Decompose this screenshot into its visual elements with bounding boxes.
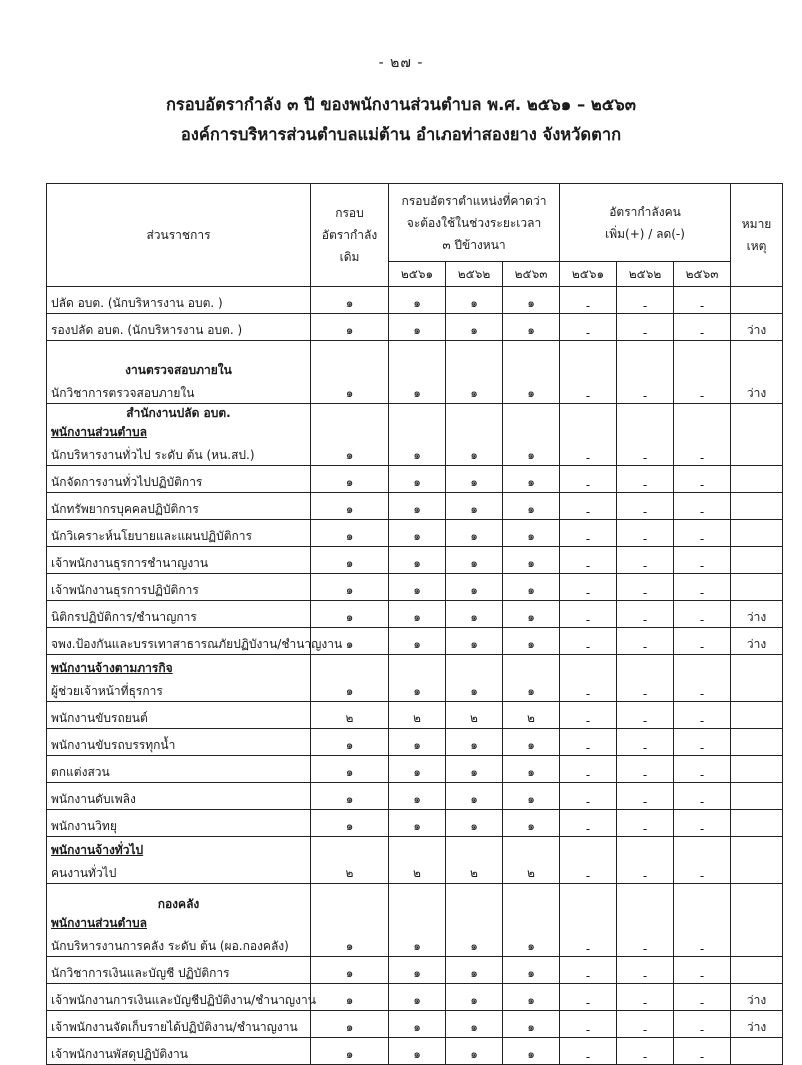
cell-original-rate: ๑	[311, 547, 389, 574]
position-name: ปลัด อบต. (นักบริหารงาน อบต. )	[51, 296, 223, 310]
position-name: พนักงานวิทยุ	[51, 819, 117, 833]
cell-note	[731, 884, 783, 957]
table-row	[47, 984, 783, 1011]
cell-unit	[47, 493, 311, 520]
cell-change-2561: -	[560, 466, 617, 493]
cell-year-2561: ๑	[389, 466, 446, 493]
cell-year-2563: ๑	[503, 314, 560, 341]
cell-year-2563: ๑	[503, 957, 560, 984]
position-name: พนักงานขับรถบรรทุกน้ำ	[51, 738, 176, 752]
cell-original-rate: ๑	[311, 493, 389, 520]
cell-year-2563: ๑	[503, 884, 560, 957]
cell-change-2562: -	[617, 466, 674, 493]
table-row	[47, 837, 783, 884]
cell-year-2561: ๑	[389, 810, 446, 837]
cell-original-rate: ๑	[311, 341, 389, 404]
group-heading: พนักงานส่วนตำบล	[51, 425, 147, 439]
position-name: นักวิชาการตรวจสอบภายใน	[51, 386, 195, 400]
table-row	[47, 314, 783, 341]
cell-year-2561: ๑	[389, 729, 446, 756]
cell-change-2563: -	[674, 1011, 731, 1038]
cell-original-rate: ๑	[311, 957, 389, 984]
position-name: นักบริหารงานการคลัง ระดับ ต้น (ผอ.กองคลัง)	[51, 939, 289, 953]
cell-change-2561: -	[560, 601, 617, 628]
cell-change-2561: -	[560, 1011, 617, 1038]
cell-original-rate: ๑	[311, 756, 389, 783]
cell-original-rate: ๑	[311, 884, 389, 957]
cell-year-2563: ๑	[503, 287, 560, 314]
cell-unit	[47, 984, 316, 1011]
cell-year-2561: ๑	[389, 314, 446, 341]
cell-year-2563: ๑	[503, 404, 560, 466]
cell-year-2562: ๒	[446, 702, 503, 729]
cell-note	[731, 702, 783, 729]
cell-note	[731, 574, 783, 601]
cell-year-2561: ๑	[389, 601, 446, 628]
cell-change-2563: -	[674, 984, 731, 1011]
table-row	[47, 547, 783, 574]
position-name: ตกแต่งสวน	[51, 765, 110, 779]
cell-note	[731, 493, 783, 520]
header-year: ๒๕๖๑	[560, 262, 617, 287]
position-name: เจ้าพนักงานจัดเก็บรายได้ปฏิบัติงาน/ชำนาญงาน	[51, 1020, 298, 1034]
cell-year-2561: ๑	[389, 628, 446, 655]
cell-change-2561: -	[560, 756, 617, 783]
position-name: นักบริหารงานทั่วไป ระดับ ต้น (หน.สป.)	[51, 448, 255, 462]
cell-note	[731, 957, 783, 984]
cell-year-2562: ๑	[446, 628, 503, 655]
cell-change-2561: -	[560, 810, 617, 837]
cell-year-2563: ๑	[503, 341, 560, 404]
position-name: เจ้าพนักงานธุรการปฏิบัติการ	[51, 583, 199, 597]
position-name: นักวิเคราะห์นโยบายและแผนปฏิบัติการ	[51, 529, 252, 543]
document-subtitle: องค์การบริหารส่วนตำบลแม่ต้าน อำเภอท่าสองยาง จังหวัดตาก	[180, 125, 622, 144]
header-change: อัตรากำลังคน เพิ่ม(+) / ลด(-)	[560, 184, 731, 262]
cell-year-2563: ๑	[503, 756, 560, 783]
cell-note	[731, 837, 783, 884]
cell-note: ว่าง	[731, 601, 783, 628]
document-title: กรอบอัตรากำลัง ๓ ปี ของพนักงานส่วนตำบล พ.ศ. ๒๕๖๑ – ๒๕๖๓	[165, 95, 637, 114]
cell-year-2563: ๑	[503, 655, 560, 702]
cell-change-2562: -	[617, 287, 674, 314]
table-row	[47, 810, 783, 837]
cell-original-rate: ๑	[311, 601, 389, 628]
cell-change-2563: -	[674, 601, 731, 628]
cell-year-2562: ๑	[446, 1011, 503, 1038]
cell-change-2563: -	[674, 756, 731, 783]
cell-note	[731, 756, 783, 783]
cell-unit	[47, 1038, 311, 1065]
cell-note	[731, 729, 783, 756]
header-expected-rate: กรอบอัตราตำแหน่งที่คาดว่า จะต้องใช้ในช่วงระยะเวลา ๓ ปีข้างหนา	[389, 184, 560, 262]
position-name: เจ้าพนักงานพัสดุปฏิบัติงาน	[51, 1047, 188, 1061]
cell-change-2561: -	[560, 655, 617, 702]
cell-change-2561: -	[560, 884, 617, 957]
cell-unit	[47, 547, 311, 574]
cell-original-rate: ๑	[311, 404, 389, 466]
cell-note: ว่าง	[731, 984, 783, 1011]
cell-change-2562: -	[617, 1011, 674, 1038]
cell-unit	[47, 466, 311, 493]
cell-change-2562: -	[617, 341, 674, 404]
header-unit: ส่วนราชการ	[47, 184, 311, 287]
cell-original-rate: ๑	[311, 984, 389, 1011]
cell-year-2562: ๑	[446, 520, 503, 547]
cell-year-2562: ๑	[446, 466, 503, 493]
table-row	[47, 729, 783, 756]
cell-change-2562: -	[617, 810, 674, 837]
cell-year-2563: ๒	[503, 837, 560, 884]
section-heading: งานตรวจสอบภายใน	[125, 363, 232, 377]
cell-year-2563: ๑	[503, 1011, 560, 1038]
cell-year-2562: ๑	[446, 984, 503, 1011]
cell-year-2563: ๑	[503, 493, 560, 520]
position-name: จพง.ป้องกันและบรรเทาสาธารณภัยปฏิบังาน/ชำนาญงาน	[51, 637, 343, 651]
cell-year-2561: ๑	[389, 756, 446, 783]
group-heading: พนักงานจ้างทั่วไป	[51, 843, 144, 857]
group-heading: พนักงานส่วนตำบล	[51, 916, 147, 930]
cell-change-2563: -	[674, 314, 731, 341]
cell-change-2562: -	[617, 783, 674, 810]
cell-year-2561: ๑	[389, 404, 446, 466]
cell-year-2562: ๑	[446, 404, 503, 466]
cell-change-2561: -	[560, 957, 617, 984]
cell-change-2563: -	[674, 957, 731, 984]
cell-change-2561: -	[560, 574, 617, 601]
table-row	[47, 520, 783, 547]
cell-change-2562: -	[617, 729, 674, 756]
cell-change-2562: -	[617, 547, 674, 574]
cell-change-2562: -	[617, 574, 674, 601]
cell-change-2562: -	[617, 884, 674, 957]
cell-note	[731, 655, 783, 702]
cell-year-2561: ๑	[389, 957, 446, 984]
cell-change-2563: -	[674, 810, 731, 837]
cell-year-2563: ๑	[503, 1038, 560, 1065]
cell-year-2563: ๒	[503, 702, 560, 729]
cell-note: ว่าง	[731, 1011, 783, 1038]
cell-change-2562: -	[617, 756, 674, 783]
header-year: ๒๕๖๒	[446, 262, 503, 287]
cell-unit	[47, 702, 311, 729]
cell-change-2563: -	[674, 783, 731, 810]
position-name: นักวิชาการเงินและบัญชี ปฏิบัติการ	[51, 966, 230, 980]
cell-change-2563: -	[674, 466, 731, 493]
cell-original-rate: ๑	[311, 520, 389, 547]
table-row	[47, 493, 783, 520]
table-row	[47, 783, 783, 810]
header-original-rate: กรอบ อัตรากำลัง เดิม	[311, 184, 389, 287]
cell-year-2562: ๑	[446, 287, 503, 314]
cell-year-2562: ๑	[446, 547, 503, 574]
cell-unit	[47, 1011, 311, 1038]
cell-year-2562: ๑	[446, 341, 503, 404]
cell-unit	[47, 404, 311, 466]
cell-change-2562: -	[617, 984, 674, 1011]
cell-year-2562: ๑	[446, 1038, 503, 1065]
header-year: ๒๕๖๒	[617, 262, 674, 287]
cell-change-2563: -	[674, 655, 731, 702]
cell-change-2562: -	[617, 628, 674, 655]
table-body	[47, 287, 783, 1065]
cell-year-2561: ๑	[389, 984, 446, 1011]
cell-year-2563: ๑	[503, 466, 560, 493]
cell-note: ว่าง	[731, 314, 783, 341]
cell-year-2561: ๑	[389, 493, 446, 520]
cell-change-2561: -	[560, 547, 617, 574]
cell-year-2563: ๑	[503, 628, 560, 655]
position-name: เจ้าพนักงานการเงินและบัญชีปฏิบัติงาน/ชำนาญงาน	[51, 993, 316, 1007]
cell-year-2563: ๑	[503, 520, 560, 547]
cell-unit	[47, 601, 311, 628]
cell-change-2562: -	[617, 1038, 674, 1065]
cell-unit	[47, 957, 311, 984]
cell-unit	[47, 628, 343, 655]
table-header	[47, 184, 783, 287]
position-name: ผู้ช่วยเจ้าหน้าที่ธุรการ	[51, 684, 163, 698]
cell-unit	[47, 756, 311, 783]
header-note: หมาย เหตุ	[731, 184, 783, 287]
manpower-table	[46, 183, 783, 1065]
cell-year-2562: ๑	[446, 810, 503, 837]
cell-year-2562: ๑	[446, 655, 503, 702]
cell-year-2561: ๑	[389, 341, 446, 404]
position-name: คนงานทั่วไป	[51, 866, 117, 880]
position-name: นักจัดการงานทั่วไปปฏิบัติการ	[51, 475, 203, 489]
cell-year-2561: ๑	[389, 655, 446, 702]
cell-year-2561: ๑	[389, 287, 446, 314]
cell-year-2561: ๑	[389, 520, 446, 547]
cell-change-2563: -	[674, 702, 731, 729]
cell-year-2562: ๑	[446, 783, 503, 810]
cell-change-2563: -	[674, 1038, 731, 1065]
table-row	[47, 957, 783, 984]
cell-change-2561: -	[560, 783, 617, 810]
cell-note	[731, 547, 783, 574]
table-row	[47, 404, 783, 466]
table-row	[47, 655, 783, 702]
cell-year-2562: ๑	[446, 574, 503, 601]
cell-year-2561: ๑	[389, 884, 446, 957]
cell-original-rate: ๑	[311, 1011, 389, 1038]
cell-year-2562: ๑	[446, 756, 503, 783]
cell-original-rate: ๒	[311, 837, 389, 884]
cell-change-2562: -	[617, 493, 674, 520]
cell-change-2562: -	[617, 404, 674, 466]
cell-unit	[47, 884, 311, 957]
cell-change-2562: -	[617, 957, 674, 984]
cell-change-2561: -	[560, 493, 617, 520]
cell-original-rate: ๑	[311, 466, 389, 493]
cell-original-rate: ๑	[311, 287, 389, 314]
cell-year-2562: ๑	[446, 314, 503, 341]
cell-original-rate: ๒	[311, 702, 389, 729]
cell-unit	[47, 655, 311, 702]
cell-note: ว่าง	[731, 628, 783, 655]
cell-unit	[47, 341, 311, 404]
cell-change-2563: -	[674, 341, 731, 404]
cell-note	[731, 1038, 783, 1065]
position-name: พนักงานขับรถยนต์	[51, 711, 148, 725]
cell-unit	[47, 314, 311, 341]
cell-original-rate: ๑	[311, 1038, 389, 1065]
cell-change-2563: -	[674, 520, 731, 547]
cell-change-2562: -	[617, 520, 674, 547]
cell-change-2563: -	[674, 884, 731, 957]
cell-original-rate: ๑	[311, 574, 389, 601]
table-row	[47, 1011, 783, 1038]
cell-change-2563: -	[674, 837, 731, 884]
cell-note	[731, 783, 783, 810]
cell-change-2561: -	[560, 702, 617, 729]
cell-change-2562: -	[617, 837, 674, 884]
cell-unit	[47, 287, 311, 314]
cell-year-2562: ๑	[446, 601, 503, 628]
table-row	[47, 341, 783, 404]
table-row	[47, 1038, 783, 1065]
cell-change-2561: -	[560, 314, 617, 341]
table-row	[47, 628, 783, 655]
section-heading: กองคลัง	[157, 897, 200, 911]
position-name: เจ้าพนักงานธุรการชำนาญงาน	[51, 556, 209, 570]
cell-original-rate: ๑	[311, 783, 389, 810]
cell-year-2563: ๑	[503, 547, 560, 574]
position-name: นิติกรปฏิบัติการ/ชำนาญการ	[51, 610, 197, 624]
cell-original-rate: ๑	[311, 729, 389, 756]
cell-note	[731, 404, 783, 466]
cell-original-rate: ๑	[311, 810, 389, 837]
cell-change-2563: -	[674, 404, 731, 466]
header-year: ๒๕๖๓	[503, 262, 560, 287]
cell-note	[731, 810, 783, 837]
cell-unit	[47, 810, 311, 837]
cell-year-2563: ๑	[503, 601, 560, 628]
table-row	[47, 702, 783, 729]
cell-change-2562: -	[617, 314, 674, 341]
cell-change-2562: -	[617, 702, 674, 729]
cell-year-2563: ๑	[503, 783, 560, 810]
cell-year-2561: ๑	[389, 574, 446, 601]
cell-year-2563: ๑	[503, 984, 560, 1011]
cell-change-2563: -	[674, 547, 731, 574]
cell-change-2561: -	[560, 404, 617, 466]
cell-year-2561: ๑	[389, 1011, 446, 1038]
cell-year-2561: ๑	[389, 547, 446, 574]
cell-change-2561: -	[560, 341, 617, 404]
cell-note: ว่าง	[731, 341, 783, 404]
table-row	[47, 466, 783, 493]
page-number: - ๒๗ -	[378, 55, 424, 71]
cell-year-2562: ๑	[446, 729, 503, 756]
cell-original-rate: ๑	[311, 655, 389, 702]
cell-year-2563: ๑	[503, 810, 560, 837]
cell-change-2561: -	[560, 287, 617, 314]
table-row	[47, 574, 783, 601]
cell-change-2561: -	[560, 984, 617, 1011]
cell-change-2563: -	[674, 628, 731, 655]
position-name: นักทรัพยากรบุคคลปฏิบัติการ	[51, 502, 199, 516]
table-row	[47, 287, 783, 314]
cell-year-2561: ๒	[389, 837, 446, 884]
cell-year-2562: ๒	[446, 837, 503, 884]
cell-change-2561: -	[560, 729, 617, 756]
cell-change-2562: -	[617, 601, 674, 628]
cell-year-2561: ๑	[389, 1038, 446, 1065]
cell-year-2562: ๑	[446, 493, 503, 520]
section-heading: สำนักงานปลัด อบต.	[126, 406, 231, 420]
cell-year-2563: ๑	[503, 729, 560, 756]
table-row	[47, 756, 783, 783]
cell-note	[731, 520, 783, 547]
header-year: ๒๕๖๓	[674, 262, 731, 287]
table-row	[47, 601, 783, 628]
cell-year-2563: ๑	[503, 574, 560, 601]
cell-change-2563: -	[674, 729, 731, 756]
cell-year-2561: ๑	[389, 783, 446, 810]
header-year: ๒๕๖๑	[389, 262, 446, 287]
table-row	[47, 884, 783, 957]
cell-change-2561: -	[560, 628, 617, 655]
cell-change-2563: -	[674, 493, 731, 520]
cell-unit	[47, 520, 311, 547]
cell-unit	[47, 837, 311, 884]
cell-year-2562: ๑	[446, 884, 503, 957]
cell-change-2561: -	[560, 1038, 617, 1065]
cell-original-rate: ๑	[311, 628, 389, 655]
cell-original-rate: ๑	[311, 314, 389, 341]
cell-change-2563: -	[674, 287, 731, 314]
cell-year-2561: ๒	[389, 702, 446, 729]
cell-change-2563: -	[674, 574, 731, 601]
cell-unit	[47, 729, 311, 756]
cell-note	[731, 466, 783, 493]
cell-unit	[47, 783, 311, 810]
position-name: รองปลัด อบต. (นักบริหารงาน อบต. )	[51, 323, 243, 337]
cell-year-2562: ๑	[446, 957, 503, 984]
cell-change-2561: -	[560, 837, 617, 884]
cell-note	[731, 287, 783, 314]
group-heading: พนักงานจ้างตามภารกิจ	[51, 661, 173, 675]
cell-unit	[47, 574, 311, 601]
position-name: พนักงานดับเพลิง	[51, 792, 136, 806]
cell-change-2561: -	[560, 520, 617, 547]
cell-change-2562: -	[617, 655, 674, 702]
